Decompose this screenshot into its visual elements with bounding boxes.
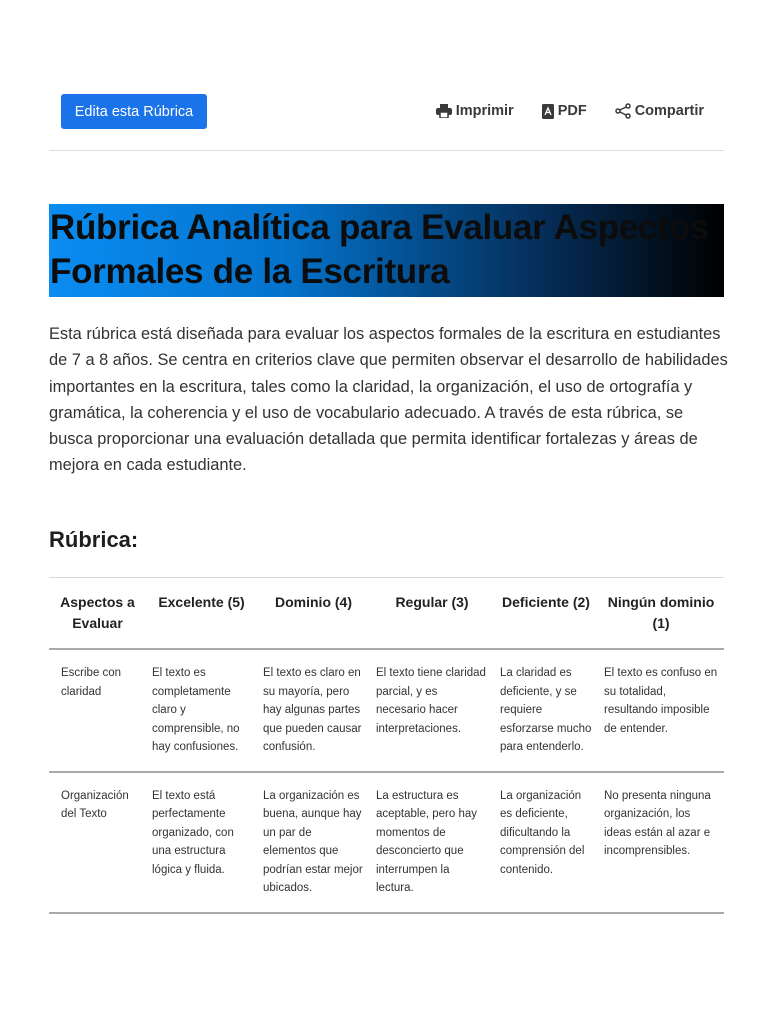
table-cell: El texto tiene claridad parcial, y es necesario hacer interpretaciones. (370, 649, 494, 772)
aspect-cell: Escribe con claridad (49, 649, 146, 772)
table-header-row (49, 578, 724, 650)
intro-paragraph: Esta rúbrica está diseñada para evaluar los aspectos formales de la escritura en estudiantes de 7 a 8 años. Se centra en criterios clave que permiten observar el desarrollo de habilidades importantes en la escritura, tales como la claridad, la organización, el uso de ortografía y gramática, la coherencia y el uso de vocabulario adecuado. A través de esta rúbrica, se busca proporcionar una evaluación detallada que permita identificar fortalezas y áreas de mejora en cada estudiante. (49, 325, 728, 475)
table-cell: La claridad es deficiente, y se requiere esforzarse mucho para entenderlo. (494, 649, 598, 772)
pdf-file-icon (542, 104, 554, 119)
table-row (49, 772, 724, 913)
table-cell (598, 913, 724, 950)
print-label: Imprimir (455, 103, 514, 119)
aspect-cell: Organización del Texto (49, 772, 146, 913)
table-cell: La organización es buena, aunque hay un par de elementos que podrían estar mejor ubicados. (257, 772, 370, 913)
table-cell: La organización es deficiente, dificultando la comprensión del contenido. (494, 772, 598, 913)
table-cell: El texto es completamente claro y comprensible, no hay confusiones. (146, 649, 257, 772)
rubric-table (49, 577, 724, 950)
table-cell (494, 913, 598, 950)
header-cell: Aspectos a Evaluar (49, 578, 146, 650)
table-cell (257, 913, 370, 950)
table-cell: La estructura es aceptable, pero hay momentos de desconcierto que interrumpen la lectura. (370, 772, 494, 913)
table-cell: El texto es confuso en su totalidad, resultando imposible de entender. (598, 649, 724, 772)
table-cell (49, 913, 146, 950)
divider (49, 150, 724, 151)
table-row-partial (49, 913, 724, 950)
edit-rubric-button[interactable]: Edita esta Rúbrica (61, 94, 207, 129)
pdf-button[interactable] (542, 103, 587, 119)
toolbar (49, 93, 724, 131)
table-cell: No presenta ninguna organización, los ideas están al azar e incomprensibles. (598, 772, 724, 913)
share-label: Compartir (634, 103, 704, 119)
header-cell: Regular (3) (370, 578, 494, 650)
table-cell: El texto es claro en su mayoría, pero hay algunas partes que pueden causar confusión. (257, 649, 370, 772)
table-cell (370, 913, 494, 950)
pdf-label: PDF (557, 103, 587, 119)
print-button[interactable] (436, 103, 514, 119)
title-banner (49, 204, 724, 297)
header-cell: Excelente (5) (146, 578, 257, 650)
printer-icon (436, 104, 452, 118)
share-icon (615, 103, 631, 119)
table-cell: El texto está perfectamente organizado, con una estructura lógica y fluida. (146, 772, 257, 913)
section-title: Rúbrica: (49, 527, 139, 552)
header-cell: Dominio (4) (257, 578, 370, 650)
table-row (49, 649, 724, 772)
header-cell: Ningún dominio (1) (598, 578, 724, 650)
table-cell (146, 913, 257, 950)
action-links (436, 103, 704, 119)
page-title: Rúbrica Analítica para Evaluar Aspectos Formales de la Escritura (50, 208, 709, 291)
header-cell: Deficiente (2) (494, 578, 598, 650)
share-button[interactable] (615, 103, 704, 119)
